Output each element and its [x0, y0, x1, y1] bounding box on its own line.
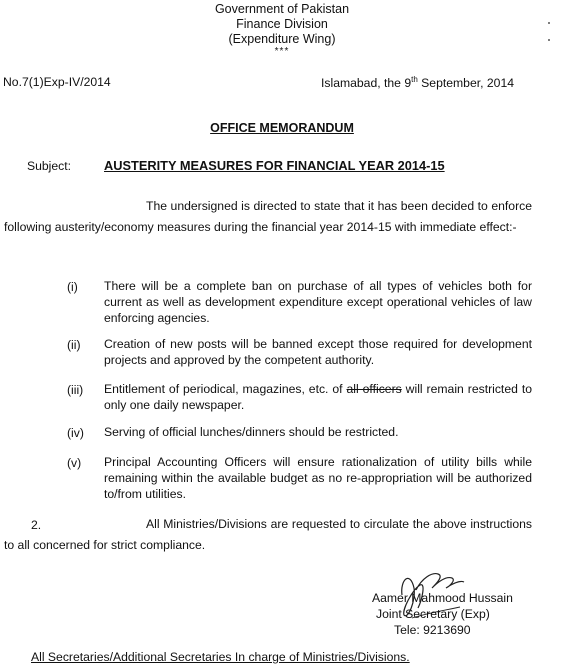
item-text: Serving of official lunches/dinners should be restricted. [104, 425, 399, 439]
subject-text: AUSTERITY MEASURES FOR FINANCIAL YEAR 2014-15 [104, 158, 445, 173]
margin-mark [546, 20, 554, 47]
paragraph-2-number: 2. [31, 518, 42, 532]
item-text: Entitlement of periodical, magazines, etc. of all officers will remain restricted to only one daily newspaper. [104, 382, 532, 412]
letterhead-government: Government of Pakistan [214, 2, 350, 16]
item-number: (iv) [67, 426, 84, 440]
item-number: (iii) [67, 383, 84, 397]
memo-title: OFFICE MEMORANDUM [210, 121, 354, 135]
letterhead-wing: (Expenditure Wing) [228, 32, 336, 46]
letterhead-division: Finance Division [236, 17, 328, 31]
signature-block [372, 590, 513, 638]
signatory-title: Joint Secretary (Exp) [376, 607, 490, 621]
item-number: (v) [67, 456, 82, 470]
distribution-list: All Secretaries/Additional Secretaries In charge of Ministries/Divisions. [31, 650, 410, 664]
paragraph-2: All Ministries/Divisions are requested to circulate the above instructions to all concerned for strict compliance. [4, 517, 532, 552]
struck-text: all officers [346, 382, 402, 396]
item-text: Principal Accounting Officers will ensure rationalization of utility bills while remaining within the available budget as no re-appropriation will be authorized to/from utilities. [104, 455, 532, 501]
reference-number: No.7(1)Exp-IV/2014 [3, 75, 111, 89]
intro-paragraph: The undersigned is directed to state that it has been decided to enforce following austerity/economy measures during the financial year 2014-15 with immediate effect:- [4, 199, 532, 234]
signatory-name: Aamer Mahmood Hussain [372, 591, 513, 605]
place-date: Islamabad, the 9th September, 2014 [321, 75, 514, 91]
letterhead [0, 2, 564, 57]
item-text: Creation of new posts will be banned except those required for development projects and approved by the competent authority. [104, 337, 532, 367]
subject-label: Subject: [27, 159, 72, 173]
letterhead-stars: *** [274, 46, 290, 57]
item-number: (ii) [67, 338, 81, 352]
signatory-phone: Tele: 9213690 [394, 623, 471, 637]
item-text: There will be a complete ban on purchase of all types of vehicles both for current as well as development expenditure except operational vehicles of law enforcing agencies. [104, 279, 532, 325]
item-number: (i) [67, 280, 78, 294]
